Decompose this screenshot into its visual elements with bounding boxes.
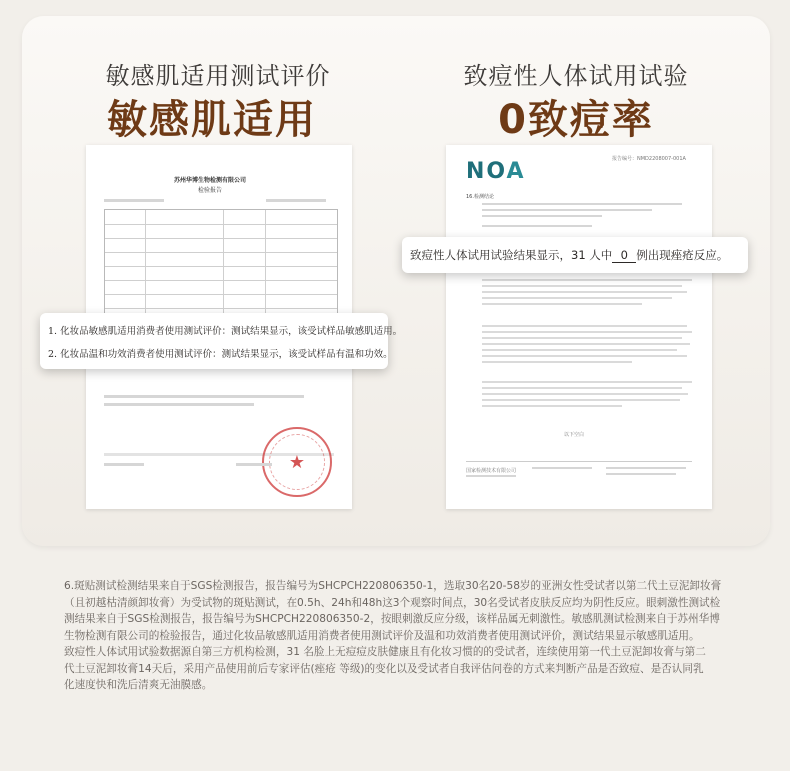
left-subtitle: 敏感肌适用测试评价 — [105, 62, 331, 90]
text-block — [482, 381, 692, 411]
report-company: 苏州华博生物检测有限公司 — [174, 177, 247, 184]
report-number: 报告编号：NMD2208007-001A — [612, 156, 686, 162]
footnote — [64, 578, 744, 694]
callout-value: 0 — [612, 248, 636, 263]
text-line — [482, 209, 652, 211]
footnote-line: 代土豆泥卸妆膏14天后，采用产品使用前后专家评估(痤疮 等级)的变化以及受试者自我评估问卷的方式来判断产品是否致痘、是否认同乳 — [64, 662, 704, 675]
text-line — [482, 215, 602, 217]
acne-result-callout — [402, 237, 748, 273]
right-subtitle: 致痘性人体试用试验 — [463, 62, 689, 90]
sensitive-skin-callout — [40, 313, 403, 369]
text-block — [482, 279, 692, 309]
text-line — [606, 473, 676, 475]
left-title: 敏感肌适用 — [107, 97, 317, 143]
text-line — [482, 203, 682, 205]
footnote-line: 测结果来自于SGS检测报告，报告编号为SHCPCH220806350-2，按眼刺激反应分级，该样品属无刺激性。敏感肌测试检测来自于苏州华博 — [64, 613, 720, 625]
text-line — [532, 467, 592, 469]
callout-line: 1. 化妆品敏感肌适用消费者使用测试评价：测试结果显示，该受试样品敏感肌适用。 — [48, 326, 403, 337]
text-line — [482, 225, 592, 227]
text-block — [482, 325, 692, 367]
callout-text: 例出现痤疮反应。 — [636, 248, 729, 262]
text-line — [104, 395, 304, 398]
text-line — [236, 463, 272, 466]
footnote-line: 生物检测有限公司的检验报告，通过化妆品敏感肌适用消费者使用测试评价及温和功效消费者使用测试评价，测试结果显示敏感肌适用。 — [64, 629, 700, 642]
text-line — [104, 403, 254, 406]
footer-company: 国家检测技术有限公司 — [466, 468, 517, 474]
text-line — [266, 199, 326, 202]
divider — [466, 461, 692, 462]
end-mark: 以下空白 — [564, 432, 585, 438]
text-line — [104, 463, 144, 466]
noa-logo — [466, 159, 526, 184]
text-line — [466, 475, 516, 477]
footnote-line: （且初越枯清颜卸妆膏）为受试物的斑贴测试，在0.5h、24h和48h这3个观察时间点，30名受试者皮肤反应均为阴性反应。眼刺激性测试检 — [64, 596, 721, 609]
footnote-line: 6.斑贴测试检测结果来自于SGS检测报告，报告编号为SHCPCH220806350-1，选取30名20-58岁的亚洲女性受试者以第二代土豆泥卸妆膏 — [64, 580, 722, 592]
text-line — [104, 199, 164, 202]
red-seal-stamp: ★ — [262, 427, 332, 497]
footnote-line: 致痘性人体试用试验数据源自第三方机构检测，31 名脸上无痘痘皮肤健康且有化妆习惯的的受试者，连续使用第一代土豆泥卸妆膏与第二 — [64, 646, 706, 658]
logo-text-accent: A — [506, 159, 526, 184]
footnote-line: 化速度快和洗后清爽无油膜感。 — [64, 679, 213, 691]
report-title: 检验报告 — [198, 187, 223, 194]
acne-test-report-image — [446, 145, 712, 509]
right-title: 0致痘率 — [498, 97, 654, 143]
callout-text: 致痘性人体试用试验结果显示，31 人中 — [410, 248, 613, 262]
report-section: 16.检测结论 — [466, 194, 494, 200]
text-line — [606, 467, 686, 469]
callout-line: 2. 化妆品温和功效消费者使用测试评价：测试结果显示，该受试样品有温和功效。 — [48, 349, 393, 360]
logo-text: NO — [466, 159, 507, 184]
